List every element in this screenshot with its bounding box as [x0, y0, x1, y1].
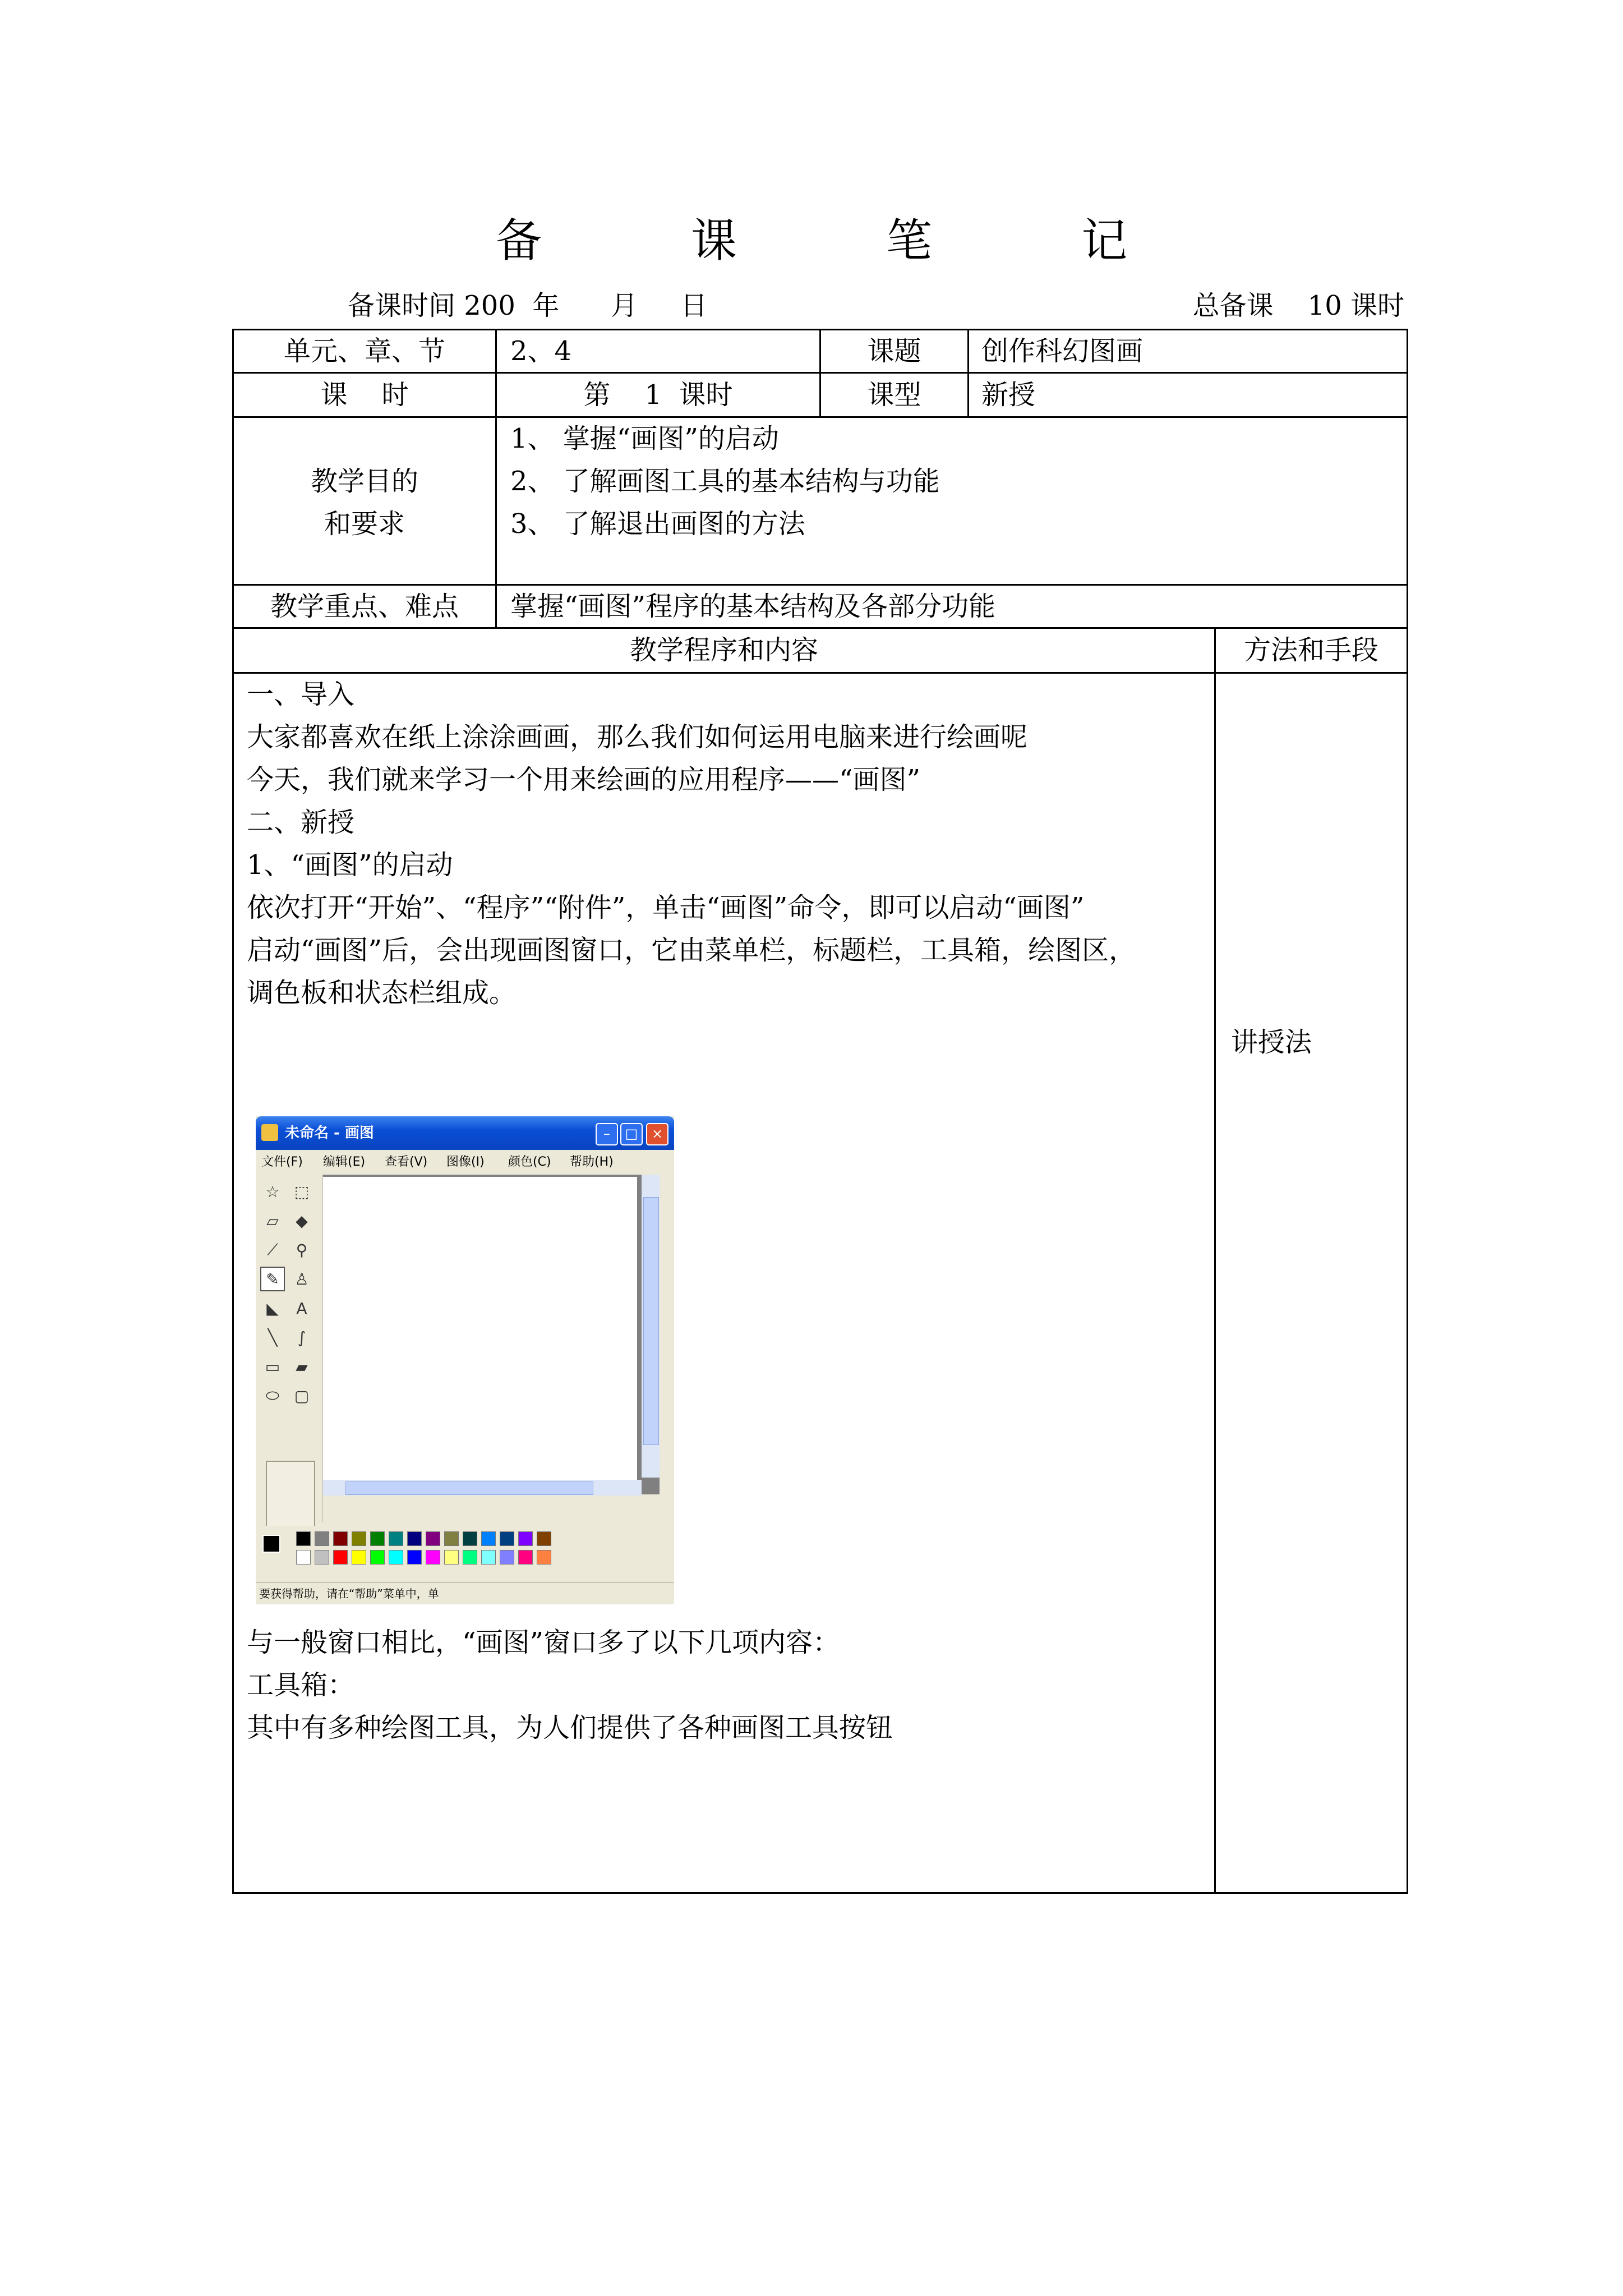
content-line: 今天，我们就来学习一个用来绘画的应用程序——“画图” — [247, 764, 921, 795]
palette-swatch — [315, 1550, 329, 1565]
content-line: 启动“画图”后，会出现画图窗口，它由菜单栏，标题栏，工具箱，绘图区， — [247, 935, 1136, 966]
rectangle-icon: ▭ — [265, 1357, 280, 1376]
method-value: 讲授法 — [1231, 1027, 1312, 1058]
palette-swatch — [370, 1550, 385, 1565]
method-header: 方法和手段 — [1243, 634, 1378, 666]
menu-image: 图像(I) — [446, 1155, 485, 1169]
topic-value: 创作科幻图画 — [981, 335, 1144, 367]
menu-view: 查看(V) — [385, 1155, 428, 1169]
palette-swatch — [407, 1550, 422, 1565]
polygon-icon: ▰ — [296, 1357, 308, 1376]
curve-icon: ∫ — [297, 1328, 306, 1347]
line-icon: ╲ — [268, 1328, 278, 1347]
palette-swatch — [463, 1531, 477, 1546]
fill-icon: ◆ — [296, 1211, 308, 1230]
topic-label: 课题 — [867, 335, 921, 367]
content-line: 大家都喜欢在纸上涂涂画画，那么我们如何运用电脑来进行绘画呢 — [247, 721, 1028, 753]
brush-icon: ♙ — [294, 1269, 309, 1289]
palette-swatch — [389, 1531, 403, 1546]
paint-toolbox — [256, 1175, 322, 1522]
palette-swatch — [296, 1531, 311, 1546]
minimize-icon: – — [596, 1123, 618, 1145]
content-line: 其中有多种绘图工具，为人们提供了各种画图工具按钮 — [247, 1712, 893, 1743]
lesson-content — [247, 673, 1200, 1014]
content-line: 调色板和状态栏组成。 — [247, 977, 517, 1009]
content-line: 工具箱： — [247, 1669, 355, 1701]
drawing-canvas — [323, 1177, 637, 1480]
palette-swatch — [481, 1550, 496, 1565]
paint-app-icon — [261, 1124, 278, 1141]
airbrush-icon: ◣ — [266, 1299, 279, 1318]
content-line: 依次打开“开始”、“程序”“附件”，单击“画图”命令，即可以启动“画图” — [247, 892, 1085, 923]
ellipse-icon: ⬭ — [266, 1386, 279, 1405]
paint-title-bar — [256, 1116, 674, 1150]
palette-swatch — [537, 1550, 551, 1565]
palette-swatch — [518, 1531, 533, 1546]
menu-file: 文件(F) — [261, 1155, 303, 1169]
unit-value: 2、4 — [510, 335, 572, 367]
paint-menu-bar — [256, 1150, 674, 1175]
horizontal-scrollbar — [323, 1480, 642, 1496]
palette-swatch — [500, 1531, 514, 1546]
eraser-icon: ▱ — [266, 1211, 279, 1230]
status-bar — [256, 1582, 674, 1604]
palette-swatch — [389, 1550, 403, 1565]
palette-swatch — [426, 1531, 440, 1546]
period-label: 课 时 — [320, 379, 409, 411]
type-value: 新授 — [981, 379, 1036, 411]
menu-edit: 编辑(E) — [323, 1155, 366, 1169]
paint-window-title: 未命名 - 画图 — [285, 1125, 374, 1142]
goal-item: 1、 掌握“画图”的启动 — [510, 423, 779, 454]
palette-swatch — [481, 1531, 496, 1546]
prep-date: 备课时间 200 年 月 日 — [348, 290, 708, 321]
document-title: 备 课 笔 记 — [495, 214, 1195, 268]
pencil-icon: ✎ — [260, 1267, 285, 1291]
palette-swatch — [426, 1550, 440, 1565]
palette-swatch — [370, 1531, 385, 1546]
vertical-scrollbar — [642, 1175, 660, 1478]
close-icon: × — [646, 1123, 668, 1145]
unit-label: 单元、章、节 — [283, 335, 445, 367]
menu-help: 帮助(H) — [570, 1155, 614, 1169]
period-value: 第 1 课时 — [583, 379, 733, 411]
focus-value: 掌握“画图”程序的基本结构及各部分功能 — [510, 591, 996, 622]
palette-swatch — [407, 1531, 422, 1546]
palette-swatch — [315, 1531, 329, 1546]
goal-item: 3、 了解退出画图的方法 — [510, 508, 805, 540]
palette-swatch — [296, 1550, 311, 1565]
content-line: 一、导入 — [247, 679, 355, 710]
menu-colors: 颜色(C) — [508, 1155, 551, 1169]
palette-swatch — [333, 1531, 348, 1546]
rounded-rect-icon: ▢ — [294, 1386, 310, 1405]
magnifier-icon: ⚲ — [296, 1240, 308, 1259]
palette-swatch — [500, 1550, 514, 1565]
total-periods: 总备课 10 课时 — [1192, 290, 1404, 321]
content-line: 与一般窗口相比，“画图”窗口多了以下几项内容： — [247, 1627, 840, 1658]
goal-item: 2、 了解画图工具的基本结构与功能 — [510, 466, 940, 497]
lesson-content-continued — [247, 1621, 1200, 1749]
palette-swatch — [352, 1550, 366, 1565]
free-select-icon: ☆ — [265, 1182, 280, 1201]
palette-swatch — [518, 1550, 533, 1565]
status-text: 要获得帮助，请在“帮助”菜单中，单 — [259, 1587, 439, 1600]
goals-label: 教学目的 — [310, 466, 418, 497]
text-icon: A — [296, 1299, 307, 1318]
drawing-area — [323, 1175, 660, 1494]
palette-swatch — [352, 1531, 366, 1546]
procedure-header: 教学程序和内容 — [629, 634, 818, 666]
paint-window-screenshot — [248, 1116, 674, 1604]
focus-label: 教学重点、难点 — [270, 591, 459, 622]
content-line: 1、“画图”的启动 — [247, 849, 453, 881]
palette-swatch — [333, 1550, 348, 1565]
maximize-icon: □ — [620, 1123, 643, 1145]
color-picker-icon: ⟋ — [267, 1240, 278, 1259]
current-colors — [259, 1530, 293, 1570]
palette-swatch — [444, 1550, 459, 1565]
color-palette — [256, 1526, 674, 1582]
palette-swatch — [444, 1531, 459, 1546]
content-line: 二、新授 — [247, 807, 355, 838]
palette-swatch — [463, 1550, 477, 1565]
rect-select-icon: ⬚ — [294, 1182, 310, 1201]
palette-swatch — [537, 1531, 551, 1546]
goals-label-2: 和要求 — [324, 508, 405, 540]
type-label: 课型 — [867, 379, 921, 411]
